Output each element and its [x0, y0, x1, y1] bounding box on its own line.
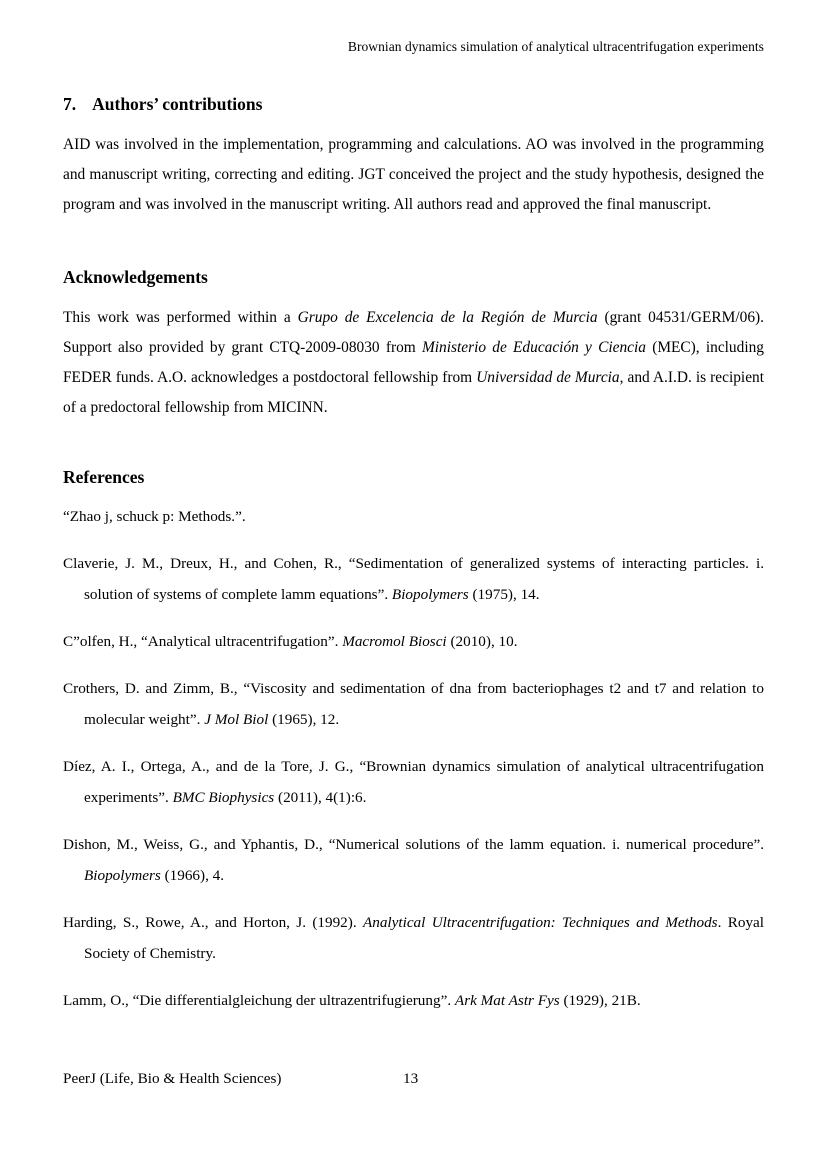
- section-title: Authors’ contributions: [92, 94, 263, 114]
- ack-text-4: , and A.I.D. is recipient of a predoctoral fellowship from MICINN.: [63, 369, 765, 417]
- reference-item: [63, 673, 764, 735]
- acknowledgements-paragraph: [63, 303, 764, 424]
- reference-text-pre: Díez, A. I., Ortega, A., and de la Tore, J. G., “Brownian dynamics simulation of analytical ultracentrifugation experiments”.: [63, 758, 764, 807]
- footer-journal-name: PeerJ (Life, Bio & Health Sciences): [63, 1070, 282, 1087]
- reference-source-italic: Analytical Ultracentrifugation: Techniques and Methods: [362, 914, 718, 932]
- reference-text-pre: C”olfen, H., “Analytical ultracentrifugation”.: [63, 633, 343, 651]
- reference-text-pre: Dishon, M., Weiss, G., and Yphantis, D., “Numerical solutions of the lamm equation. i. numerical procedure”.: [63, 836, 764, 854]
- reference-list: [63, 501, 764, 1016]
- footer-page-number: 13: [403, 1070, 419, 1087]
- reference-source-italic: Macromol Biosci: [342, 633, 447, 651]
- authors-contributions-paragraph: AID was involved in the implementation, programming and calculations. AO was involved in the programming and manuscript writing, correcting and editing. JGT conceived the project and the study hypothesis, designed the program and was involved in the manuscript writing. All authors read and approved the final manuscript.: [63, 136, 764, 214]
- section-number: 7.: [63, 94, 77, 114]
- spacer: [63, 423, 764, 465]
- reference-item: [63, 829, 764, 891]
- reference-item: [63, 548, 764, 610]
- reference-item: [63, 985, 764, 1016]
- reference-text-pre: Lamm, O., “Die differentialgleichung der ultrazentrifugierung”.: [63, 992, 455, 1010]
- ack-text-2: (grant 04531/GERM/06). Support also provided by grant CTQ-2009-08030 from: [63, 308, 764, 356]
- ack-italic-ministerio: Ministerio de Educación y Ciencia: [421, 338, 646, 356]
- reference-text-pre: Harding, S., Rowe, A., and Horton, J. (1992).: [63, 914, 363, 932]
- section-heading-references: References: [63, 467, 145, 488]
- reference-item: [63, 907, 764, 969]
- spacer: [63, 289, 764, 303]
- reference-text-pre: Claverie, J. M., Dreux, H., and Cohen, R., “Sedimentation of generalized systems of interacting particles. i. solution of systems of complete lamm equations”.: [63, 555, 764, 604]
- ack-italic-universidad: Universidad de Murcia: [476, 369, 620, 387]
- reference-source-italic: Biopolymers: [391, 586, 469, 604]
- reference-text-post: (2010), 10.: [446, 633, 518, 651]
- reference-text-post: (1966), 4.: [160, 867, 225, 885]
- ack-text-3: (MEC), including FEDER funds. A.O. acknowledges a postdoctoral fellowship from: [63, 338, 764, 387]
- reference-source-italic: Biopolymers: [84, 867, 161, 885]
- reference-item: [63, 626, 764, 657]
- reference-source-italic: BMC Biophysics: [172, 789, 275, 807]
- reference-source-italic: Ark Mat Astr Fys: [454, 992, 560, 1010]
- reference-text-post: (1929), 21B.: [559, 992, 641, 1010]
- reference-text-post: (2011), 4(1):6.: [274, 789, 367, 807]
- reference-source-italic: J Mol Biol: [204, 711, 269, 729]
- spacer: [63, 489, 764, 501]
- ack-italic-grupo: Grupo de Excelencia de la Región de Murcia: [297, 308, 598, 326]
- reference-text-pre: “Zhao j, schuck p: Methods.”.: [63, 508, 246, 526]
- ack-text-1: This work was performed within a: [63, 308, 298, 326]
- reference-item: [63, 751, 764, 813]
- reference-text-post: (1965), 12.: [268, 711, 340, 729]
- reference-text-pre: Crothers, D. and Zimm, B., “Viscosity and sedimentation of dna from bacteriophages t2 and t7 and relation to molecular weight”.: [63, 680, 764, 729]
- reference-item: [63, 501, 764, 532]
- section-heading-acknowledgements: Acknowledgements: [63, 266, 208, 287]
- reference-text-post: . Royal Society of Chemistry.: [84, 914, 764, 963]
- reference-text-post: (1975), 14.: [468, 586, 540, 604]
- section-heading-authors-contributions: [63, 92, 764, 116]
- page-content: [63, 92, 764, 1016]
- spacer: [63, 221, 764, 265]
- spacer: [63, 116, 764, 130]
- running-head: Brownian dynamics simulation of analytical ultracentrifugation experiments: [347, 39, 764, 54]
